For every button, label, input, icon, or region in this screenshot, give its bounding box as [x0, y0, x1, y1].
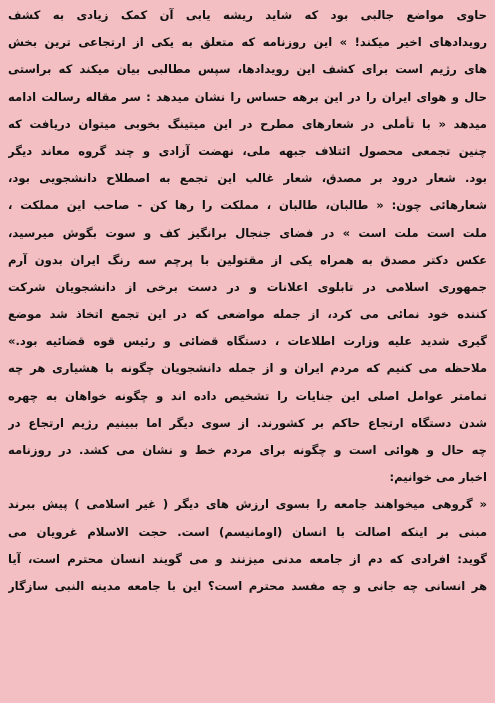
text-line: چنین تجمعی محصول ائتلاف جبهه ملی، نهضت آزادی و چند گروه معاند دیگر: [8, 143, 487, 158]
text-line: جمهوری اسلامی در تابلوی اعلانات و در دست برخی از دانشجویان شرکت: [8, 279, 487, 294]
text-line: عکس دکتر مصدق به همراه یکی از مقتولین با پرچم سه رنگ ایران بدون آرم: [8, 252, 487, 267]
text-line: حاوی مواضع جالبی بود که شاید ریشه یابی آن کمک زیادی به کشف: [8, 8, 487, 22]
text-line: اخبار می خوانیم:: [389, 470, 487, 485]
text-line: رویدادهای اخیر میکند! » این روزنامه که متعلق به یکی از ارتجاعی ترین بخش: [8, 35, 487, 50]
text-line: مبنی بر اینکه اصالت با انسان (اومانیسم) است. حجت الاسلام غرویان می: [8, 524, 487, 539]
text-line: کننده خود نمائی می کرد، از جمله مواضعی که در این تجمع اتخاذ شد موضع: [8, 307, 487, 322]
text-line: حال و هوای ایران را در این برهه حساس را نشان میدهد : سر مقاله رسالت ادامه: [8, 89, 487, 104]
text-line: « گروهی میخواهند جامعه را بسوی ارزش های دیگر ( غیر اسلامی ) پیش ببرند: [8, 497, 487, 512]
text-line: های رژیم است برای کشف این رویدادها، سپس مطالبی بیان میکند که براستی: [8, 62, 487, 77]
text-line: ملاحظه می کنیم که مردم ایران و از جمله دانشجویان چگونه با هشیاری هر چه: [8, 361, 487, 376]
text-line: تمامتر عوامل اصلی این جنایات را تشخیص داده اند و چگونه خواهان به چهره: [8, 388, 487, 403]
text-line: گیری شدید علیه وزارت اطلاعات ، دستگاه قضائی و رئیس قوه قضائیه بود.»: [8, 334, 487, 349]
document-body: [8, 2, 487, 600]
text-line: بود. شعار درود بر مصدق، شعار غالب این تجمع به اصطلاح دانشجویی بود،: [8, 171, 487, 186]
text-line: شدن دستگاه ارتجاع حاکم بر کشورند. از سوی دیگر اما ببینیم رژیم ارتجاع در: [8, 415, 487, 430]
text-line: گوید: افرادی که دم از جامعه مدنی میزنند و می گویند انسان محترم است، آیا: [8, 551, 487, 566]
text-line: شعارهائی چون: « طالبان، طالبان ، مملکت را رها کن - صاحب این مملکت ،: [8, 198, 487, 213]
text-line: هر انسانی چه جانی و چه مفسد محترم است؟ این با جامعه مدینه النبی سازگار: [8, 578, 487, 593]
text-line: چه حال و هوائی است و چگونه برای مردم خط و نشان می کشد. در روزنامه: [8, 443, 487, 457]
text-line: میدهد « با تأملی در شعارهای مطرح در این میتینگ بخوبی میتوان دریافت که: [8, 116, 487, 131]
text-line: ملت است ملت است » در فضای جنجال برانگیز کف و سوت بگوش میرسید،: [8, 225, 487, 240]
